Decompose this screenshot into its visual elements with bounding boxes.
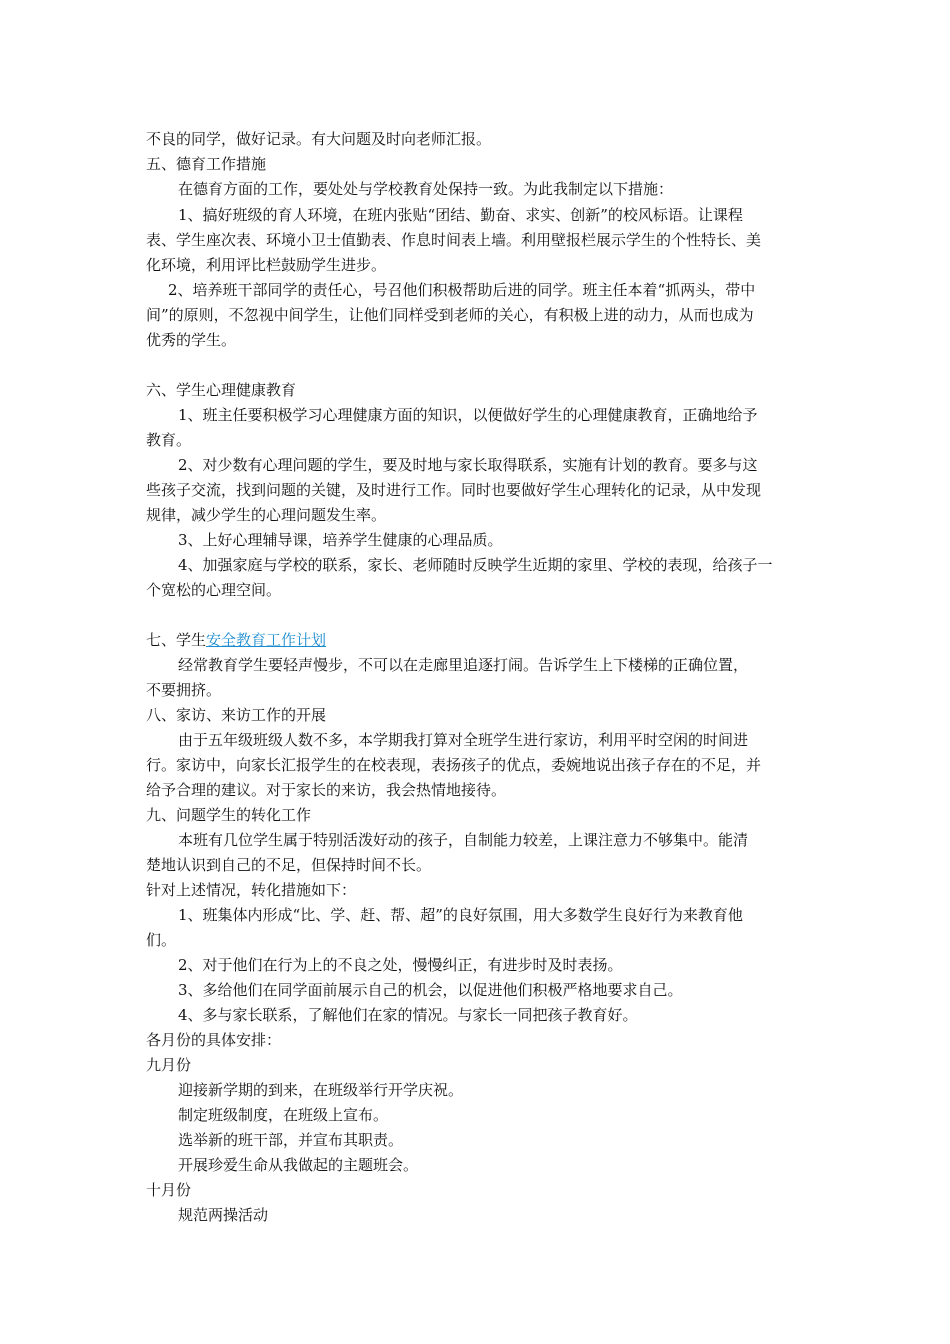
text-line: 制定班级制度，在班级上宣布。 — [178, 1106, 389, 1124]
text-line: 4、多与家长联系，了解他们在家的情况。与家长一同把孩子教育好。 — [178, 1006, 638, 1024]
text-line: 各月份的具体安排： — [146, 1031, 282, 1049]
text-line: 优秀的学生。 — [146, 331, 237, 349]
text-line: 2、培养班干部同学的责任心，号召他们积极帮助后进的同学。班主任本着“抓两头，带中 — [168, 281, 756, 299]
text-line: 迎接新学期的到来，在班级举行开学庆祝。 — [178, 1081, 464, 1099]
text-line: 本班有几位学生属于特别活泼好动的孩子，自制能力较差，上课注意力不够集中。能清 — [178, 831, 749, 849]
text-line: 规范两操活动 — [178, 1206, 269, 1224]
text-line: 楚地认识到自己的不足，但保持时间不长。 — [146, 856, 432, 874]
text-line: 表、学生座次表、环境小卫士值勤表、作息时间表上墙。利用壁报栏展示学生的个性特长、美 — [146, 231, 762, 249]
text-line: 间”的原则，不忽视中间学生，让他们同样受到老师的关心，有积极上进的动力，从而也成为 — [146, 306, 754, 324]
text-line: 在德育方面的工作，要处处与学校教育处保持一致。为此我制定以下措施： — [178, 180, 674, 198]
text-line: 针对上述情况，转化措施如下： — [146, 881, 357, 899]
month-heading: 十月份 — [146, 1181, 192, 1199]
text-line: 行。家访中，向家长汇报学生的在校表现，表扬孩子的优点，委婉地说出孩子存在的不足，并 — [146, 756, 762, 774]
text-line: 3、上好心理辅导课，培养学生健康的心理品质。 — [178, 531, 503, 549]
text-line: 化环境，利用评比栏鼓励学生进步。 — [146, 256, 387, 274]
section-heading: 五、德育工作措施 — [146, 155, 267, 173]
text-line: 2、对少数有心理问题的学生，要及时地与家长取得联系，实施有计划的教育。要多与这 — [178, 456, 758, 474]
text-line: 4、加强家庭与学校的联系，家长、老师随时反映学生近期的家里、学校的表现，给孩子一 — [178, 556, 773, 574]
text-line: 1、搞好班级的育人环境，在班内张贴“团结、勤奋、求实、创新”的校风标语。让课程 — [178, 206, 743, 224]
text-line: 个宽松的心理空间。 — [146, 581, 282, 599]
text-line: 开展珍爱生命从我做起的主题班会。 — [178, 1156, 419, 1174]
text-line: 由于五年级班级人数不多，本学期我打算对全班学生进行家访，利用平时空闲的时间进 — [178, 731, 749, 749]
text-line: 给予合理的建议。对于家长的来访，我会热情地接待。 — [146, 781, 507, 799]
text-line: 选举新的班干部，并宣布其职责。 — [178, 1131, 404, 1149]
text-line: 2、对于他们在行为上的不良之处，慢慢纠正，有进步时及时表扬。 — [178, 956, 623, 974]
text-line: 3、多给他们在同学面前展示自己的机会，以促进他们积极严格地要求自己。 — [178, 981, 683, 999]
text-line: 不要拥挤。 — [146, 681, 222, 699]
text-line: 教育。 — [146, 431, 192, 449]
section-heading: 七、学生安全教育工作计划 — [0, 628, 950, 653]
text-line: 1、班集体内形成“比、学、赶、帮、超”的良好氛围，用大多数学生良好行为来教育他 — [178, 906, 743, 924]
safety-education-plan-link[interactable]: 安全教育工作计划 — [206, 631, 327, 649]
text-line: 不良的同学，做好记录。有大问题及时向老师汇报。 — [146, 130, 492, 148]
text-line: 经常教育学生要轻声慢步，不可以在走廊里追逐打闹。告诉学生上下楼梯的正确位置， — [178, 656, 749, 674]
text-line: 规律，减少学生的心理问题发生率。 — [146, 506, 387, 524]
month-heading: 九月份 — [146, 1056, 192, 1074]
text-line: 些孩子交流，找到问题的关键，及时进行工作。同时也要做好学生心理转化的记录，从中发现 — [146, 481, 762, 499]
section-heading: 九、问题学生的转化工作 — [146, 806, 312, 824]
section-heading: 八、家访、来访工作的开展 — [146, 706, 327, 724]
section-heading: 六、学生心理健康教育 — [146, 381, 297, 399]
text-line: 们。 — [146, 931, 177, 949]
text-line: 1、班主任要积极学习心理健康方面的知识，以便做好学生的心理健康教育，正确地给予 — [178, 406, 758, 424]
